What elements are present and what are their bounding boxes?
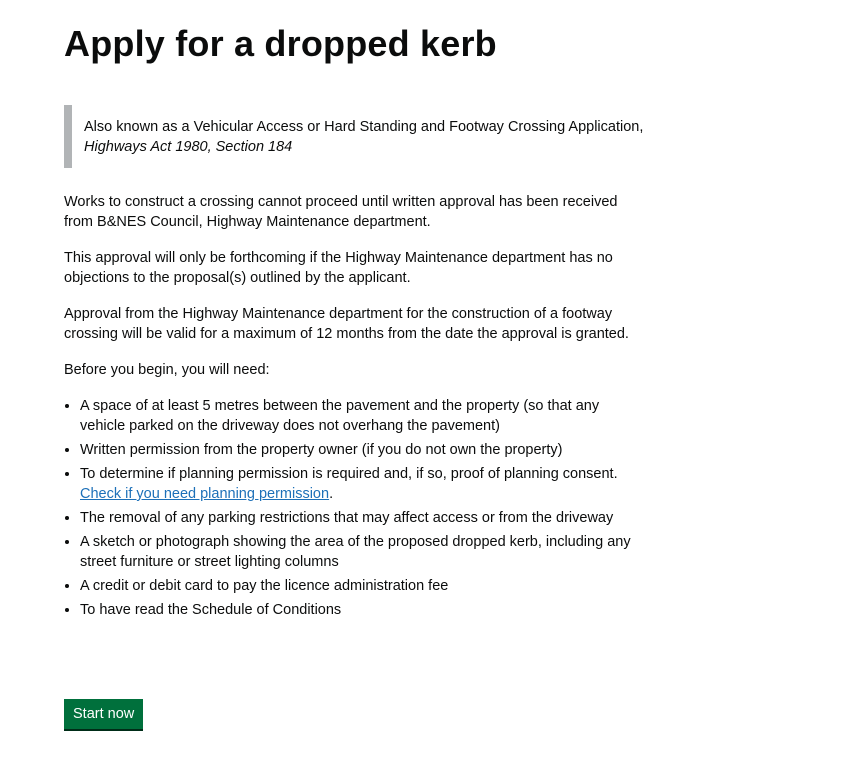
list-item-punctuation: .: [329, 486, 334, 502]
list-item: • A space of at least 5 metres between the pavement and the property (so that any vehicle parked on the driveway does not overhang the pavement): [80, 396, 644, 436]
list-item: • A sketch or photograph showing the area of the proposed dropped kerb, including any street furniture or street lighting columns: [80, 532, 644, 572]
page-title: Apply for a dropped kerb: [64, 23, 497, 64]
list-item: • The removal of any parking restrictions that may affect access or from the driveway: [80, 508, 644, 528]
inset-act-reference: Highways Act 1980, Section 184: [84, 139, 293, 155]
list-item-text: To determine if planning permission is required and, if so, proof of planning consent.: [80, 466, 618, 482]
paragraph-before-you-begin: Before you begin, you will need:: [64, 362, 270, 378]
inset-text: [64, 105, 644, 168]
paragraph-approval-validity: Approval from the Highway Maintenance department for the construction of a footway crossing will be valid for a maximum of 12 months from the date the approval is granted.: [64, 306, 629, 342]
inset-description: Also known as a Vehicular Access or Hard Standing and Footway Crossing Application,: [84, 119, 644, 135]
requirements-list: [64, 396, 644, 620]
main-content: [64, 0, 644, 624]
paragraph-approval-required: Works to construct a crossing cannot proceed until written approval has been received from B&NES Council, Highway Maintenance department.: [64, 194, 618, 230]
planning-permission-link[interactable]: Check if you need planning permission: [80, 486, 330, 502]
list-item: • To have read the Schedule of Conditions: [80, 600, 644, 620]
list-item: • A credit or debit card to pay the licence administration fee: [80, 576, 644, 596]
paragraph-approval-conditions: This approval will only be forthcoming if the Highway Maintenance department has no objections to the proposal(s) outlined by the applicant.: [64, 250, 613, 286]
list-item: • Written permission from the property owner (if you do not own the property): [80, 440, 644, 460]
list-item: [80, 464, 644, 504]
start-now-button[interactable]: Start now: [64, 699, 143, 729]
